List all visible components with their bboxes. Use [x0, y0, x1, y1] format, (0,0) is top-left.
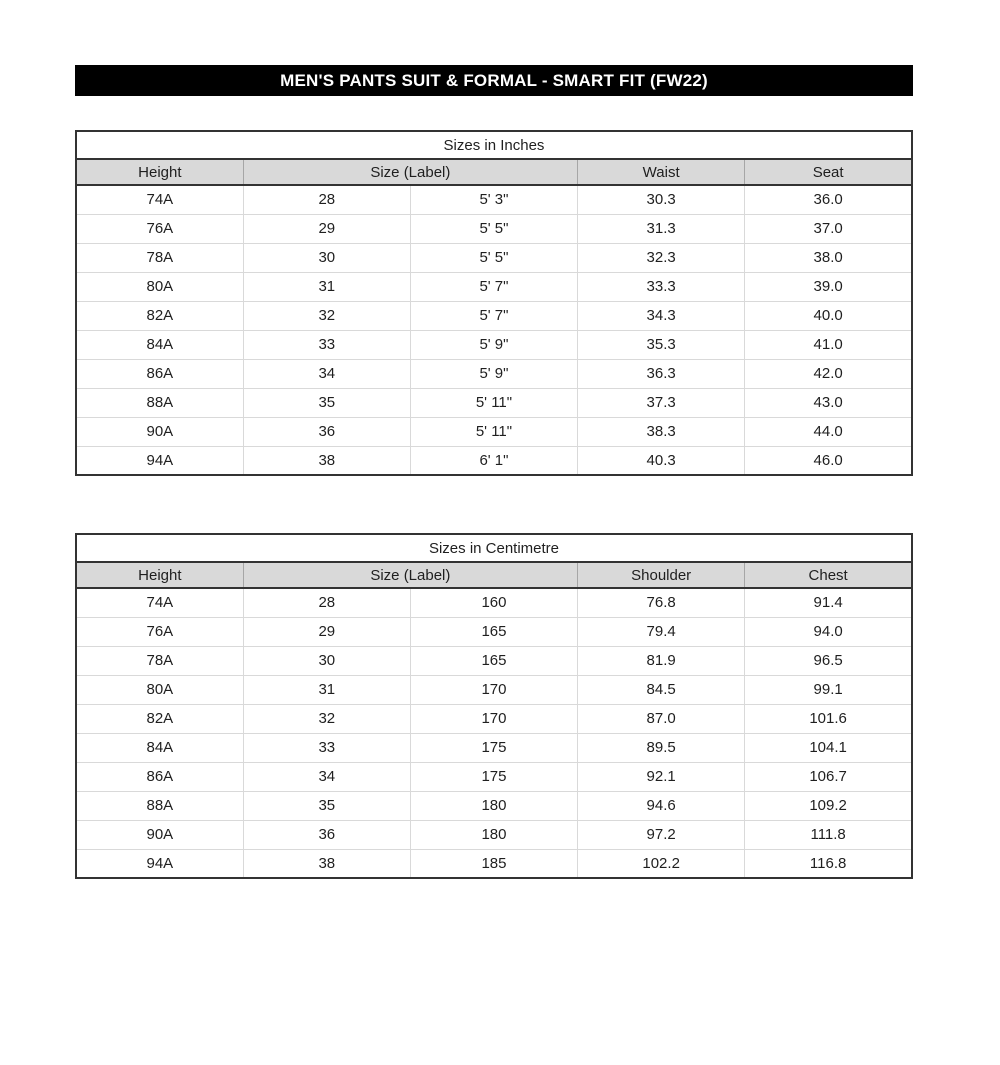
table-cell: 5' 7"	[410, 272, 577, 301]
table-row	[76, 849, 912, 878]
table-header-row	[76, 562, 912, 588]
table-cell: 106.7	[745, 762, 912, 791]
table-cell: 104.1	[745, 733, 912, 762]
table-cell: 30	[243, 243, 410, 272]
table-cell: 34	[243, 359, 410, 388]
table-cell: 32.3	[578, 243, 745, 272]
table-cell: 46.0	[745, 446, 912, 475]
size-chart-page	[0, 65, 1000, 879]
table-cell: 42.0	[745, 359, 912, 388]
table-cell: 28	[243, 588, 410, 617]
table-row	[76, 704, 912, 733]
table-cell: 102.2	[578, 849, 745, 878]
table-cell: 36.0	[745, 185, 912, 214]
table-cell: 81.9	[578, 646, 745, 675]
table-cell: 29	[243, 214, 410, 243]
table-cell: 82A	[76, 704, 243, 733]
table-cell: 91.4	[745, 588, 912, 617]
table-cell: 5' 11"	[410, 388, 577, 417]
column-header-size-label: Size (Label)	[243, 159, 577, 185]
table-cell: 36	[243, 417, 410, 446]
table-cell: 160	[410, 588, 577, 617]
table-cell: 30.3	[578, 185, 745, 214]
table-cell: 82A	[76, 301, 243, 330]
table-cell: 96.5	[745, 646, 912, 675]
table-cell: 40.3	[578, 446, 745, 475]
table-cell: 31.3	[578, 214, 745, 243]
table-cell: 88A	[76, 791, 243, 820]
table-cell: 31	[243, 675, 410, 704]
table-cell: 32	[243, 704, 410, 733]
table-cell: 6' 1"	[410, 446, 577, 475]
table-cell: 5' 7"	[410, 301, 577, 330]
table-row	[76, 446, 912, 475]
table-cell: 180	[410, 820, 577, 849]
table-row	[76, 820, 912, 849]
table-cell: 43.0	[745, 388, 912, 417]
table-cell: 80A	[76, 272, 243, 301]
table-cell: 76A	[76, 214, 243, 243]
chart-title-banner	[75, 65, 913, 96]
table-cell: 31	[243, 272, 410, 301]
table-cell: 39.0	[745, 272, 912, 301]
table-cell: 165	[410, 646, 577, 675]
table-cell: 33.3	[578, 272, 745, 301]
table-cell: 5' 11"	[410, 417, 577, 446]
table-row	[76, 417, 912, 446]
table-row	[76, 272, 912, 301]
table-cell: 28	[243, 185, 410, 214]
column-header-height: Height	[76, 562, 243, 588]
table-cell: 38.3	[578, 417, 745, 446]
table-cell: 33	[243, 733, 410, 762]
table-cell: 170	[410, 704, 577, 733]
table-cell: 36	[243, 820, 410, 849]
column-header-chest: Chest	[745, 562, 912, 588]
table-cell: 74A	[76, 185, 243, 214]
table-cell: 175	[410, 733, 577, 762]
table-cell: 41.0	[745, 330, 912, 359]
table-cell: 116.8	[745, 849, 912, 878]
table-cell: 175	[410, 762, 577, 791]
table-cell: 38	[243, 849, 410, 878]
table-cell: 76A	[76, 617, 243, 646]
table-cell: 78A	[76, 646, 243, 675]
table-cell: 84A	[76, 330, 243, 359]
table-cell: 80A	[76, 675, 243, 704]
table-row	[76, 588, 912, 617]
table-cell: 40.0	[745, 301, 912, 330]
table-cell: 180	[410, 791, 577, 820]
table-cell: 38	[243, 446, 410, 475]
table-row	[76, 214, 912, 243]
table-cell: 5' 9"	[410, 330, 577, 359]
table-cell: 37.3	[578, 388, 745, 417]
table-cell: 88A	[76, 388, 243, 417]
table-row	[76, 762, 912, 791]
table-cell: 29	[243, 617, 410, 646]
table-cell: 111.8	[745, 820, 912, 849]
table-cell: 94A	[76, 849, 243, 878]
sizes-in-inches-table	[75, 130, 913, 476]
inches-table-body	[76, 185, 912, 475]
table-cell: 86A	[76, 359, 243, 388]
table-cell: 34	[243, 762, 410, 791]
table-cell: 87.0	[578, 704, 745, 733]
table-row	[76, 646, 912, 675]
table-header-row	[76, 159, 912, 185]
table-title-inches: Sizes in Inches	[76, 131, 912, 159]
column-header-size-label: Size (Label)	[243, 562, 577, 588]
table-title-centimetre: Sizes in Centimetre	[76, 534, 912, 562]
table-cell: 38.0	[745, 243, 912, 272]
table-row	[76, 359, 912, 388]
table-cell: 84.5	[578, 675, 745, 704]
table-cell: 94.6	[578, 791, 745, 820]
column-header-seat: Seat	[745, 159, 912, 185]
table-cell: 101.6	[745, 704, 912, 733]
table-cell: 92.1	[578, 762, 745, 791]
table-cell: 5' 3"	[410, 185, 577, 214]
centimetre-table-body	[76, 588, 912, 878]
chart-title: MEN'S PANTS SUIT & FORMAL - SMART FIT (FW22)	[280, 70, 708, 90]
table-row	[76, 301, 912, 330]
table-cell: 94.0	[745, 617, 912, 646]
table-cell: 78A	[76, 243, 243, 272]
table-cell: 86A	[76, 762, 243, 791]
table-cell: 33	[243, 330, 410, 359]
table-cell: 35.3	[578, 330, 745, 359]
column-header-shoulder: Shoulder	[578, 562, 745, 588]
table-row	[76, 388, 912, 417]
column-header-waist: Waist	[578, 159, 745, 185]
table-cell: 109.2	[745, 791, 912, 820]
table-row	[76, 675, 912, 704]
table-row	[76, 243, 912, 272]
table-cell: 89.5	[578, 733, 745, 762]
table-cell: 5' 9"	[410, 359, 577, 388]
table-cell: 30	[243, 646, 410, 675]
table-cell: 79.4	[578, 617, 745, 646]
table-cell: 76.8	[578, 588, 745, 617]
table-cell: 90A	[76, 417, 243, 446]
table-row	[76, 617, 912, 646]
table-cell: 74A	[76, 588, 243, 617]
table-cell: 35	[243, 388, 410, 417]
table-row	[76, 791, 912, 820]
table-cell: 170	[410, 675, 577, 704]
table-cell: 185	[410, 849, 577, 878]
table-cell: 34.3	[578, 301, 745, 330]
table-cell: 5' 5"	[410, 214, 577, 243]
column-header-height: Height	[76, 159, 243, 185]
sizes-in-centimetre-table	[75, 533, 913, 879]
table-cell: 32	[243, 301, 410, 330]
table-cell: 5' 5"	[410, 243, 577, 272]
table-cell: 84A	[76, 733, 243, 762]
table-cell: 97.2	[578, 820, 745, 849]
table-cell: 99.1	[745, 675, 912, 704]
table-cell: 35	[243, 791, 410, 820]
table-row	[76, 330, 912, 359]
table-cell: 44.0	[745, 417, 912, 446]
table-cell: 165	[410, 617, 577, 646]
table-cell: 94A	[76, 446, 243, 475]
table-title-row	[76, 131, 912, 159]
table-row	[76, 185, 912, 214]
table-row	[76, 733, 912, 762]
table-cell: 36.3	[578, 359, 745, 388]
table-cell: 90A	[76, 820, 243, 849]
table-title-row	[76, 534, 912, 562]
table-cell: 37.0	[745, 214, 912, 243]
